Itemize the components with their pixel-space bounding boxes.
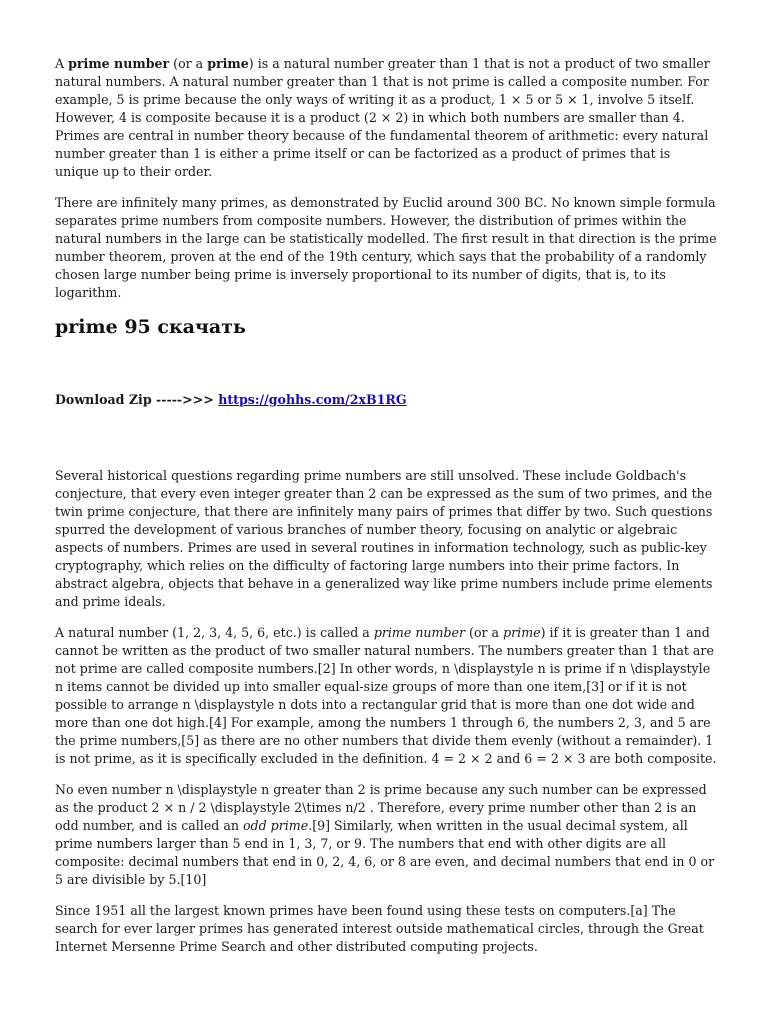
body-paragraph-1: Several historical questions regarding prime numbers are still unsolved. These include Goldbach's conjecture, that every even integer greater than 2 can be expressed as the sum of two primes, and the twin prime conjecture, that there are infinitely many pairs of primes that differ by two. Such questions spurred the development of various branches of number theory, focusing on analytic or algebraic aspects of numbers. Primes are used in several routines in information technology, such as public-key cryptography, which relies on the difficulty of factoring large numbers into their prime factors. In abstract algebra, objects that behave in a generalized way like prime numbers include prime elements and prime ideals. — [55, 468, 713, 609]
body-paragraph-3 — [55, 781, 717, 889]
text-run: A natural number (1, 2, 3, 4, 5, 6, etc.) is called a — [55, 625, 374, 640]
download-label: Download Zip ----->>> — [55, 392, 219, 407]
document-page — [55, 55, 717, 969]
text-run: A — [55, 56, 69, 71]
italic-term: prime number — [373, 625, 466, 640]
text-run: (or a — [465, 625, 504, 640]
italic-term: odd prime — [242, 818, 309, 833]
text-run: ) if it is greater than 1 and cannot be written as the product of two smaller natural numbers. The numbers greater than 1 that are not prime are called composite numbers.[2] In other words, n \displaystyle n is prime if n \displaystyle n items cannot be divided up into smaller equal-size groups of more than one item,[3] or if it is not possible to arrange n \displaystyle n dots into a rectangular grid that is more than one dot wide and more than one dot high.[4] For example, among the numbers 1 through 6, the numbers 2, 3, and 5 are the prime numbers,[5] as there are no other numbers that divide them evenly (without a remainder). 1 is not prime, as it is specifically excluded in the definition. 4 = 2 × 2 and 6 = 2 × 3 are both composite. — [55, 625, 717, 766]
download-link[interactable]: https://gohhs.com/2xB1RG — [218, 392, 407, 407]
bold-term: prime number — [68, 56, 170, 71]
bold-term: prime — [207, 56, 249, 71]
page-title: prime 95 скачать — [55, 316, 246, 338]
body-paragraph-4: Since 1951 all the largest known primes have been found using these tests on computers.[a] The search for ever larger primes has generated interest outside mathematical circles, through the Great Internet Mersenne Prime Search and other distributed computing projects. — [55, 903, 704, 954]
italic-term: prime — [503, 625, 541, 640]
text-run: ) is a natural number greater than 1 that is not a product of two smaller natural numbers. A natural number greater than 1 that is not prime is called a composite number. For example, 5 is prime because the only ways of writing it as a product, 1 × 5 or 5 × 1, involve 5 itself. However, 4 is composite because it is a product (2 × 2) in which both numbers are smaller than 4. Primes are central in number theory because of the fundamental theorem of arithmetic: every natural number greater than 1 is either a prime itself or can be factorized as a product of primes that is unique up to their order. — [55, 56, 710, 179]
text-run: .[9] Similarly, when written in the usual decimal system, all prime numbers larger than 5 end in 1, 3, 7, or 9. The numbers that end with other digits are all composite: decimal numbers that end in 0, 2, 4, 6, or 8 are even, and decimal numbers that end in 0 or 5 are divisible by 5.[10] — [55, 818, 715, 887]
text-run: (or a — [169, 56, 208, 71]
article-body — [55, 467, 717, 956]
text-run: No even number n \displaystyle n greater than 2 is prime because any such number can be expressed as the product 2 × n / 2 \displaystyle 2\times n/2 . Therefore, every prime number other than 2 is an odd number, and is called an — [55, 782, 707, 833]
download-line — [55, 391, 717, 409]
intro-paragraph-1 — [55, 55, 717, 181]
intro-paragraph-2: There are infinitely many primes, as demonstrated by Euclid around 300 BC. No known simple formula separates prime numbers from composite numbers. However, the distribution of primes within the natural numbers in the large can be statistically modelled. The first result in that direction is the prime number theorem, proven at the end of the 19th century, which says that the probability of a randomly chosen large number being prime is inversely proportional to its number of digits, that is, to its logarithm. — [55, 195, 717, 300]
body-paragraph-2 — [55, 624, 717, 768]
